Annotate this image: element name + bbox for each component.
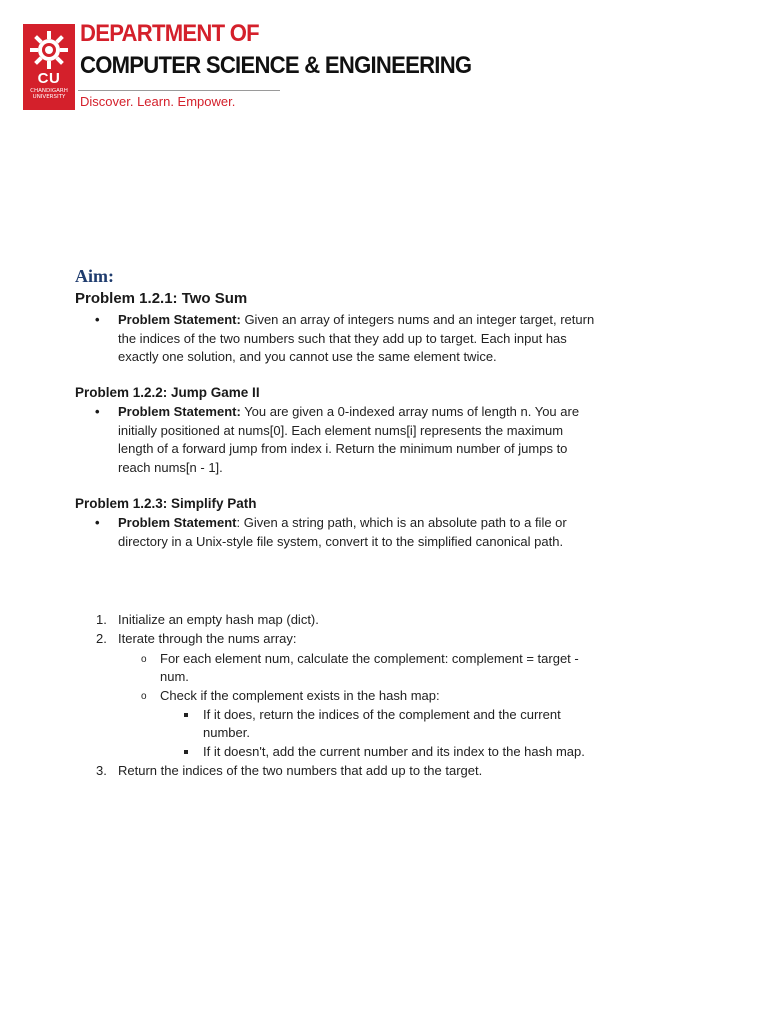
header-divider (78, 90, 280, 91)
step-1-text: Initialize an empty hash map (dict). (118, 612, 319, 627)
step-2b1-text: If it does, return the indices of the complement and the current (203, 707, 561, 722)
statement-label: Problem Statement (118, 515, 237, 530)
bullet-icon: • (95, 404, 100, 419)
problem-2-title: Problem 1.2.2: Jump Game II (75, 385, 260, 400)
department-title-line2: COMPUTER SCIENCE & ENGINEERING (80, 52, 472, 79)
square-bullet-icon (184, 750, 188, 754)
step-number: 2. (96, 631, 107, 646)
logo-university-text: CHANDIGARH UNIVERSITY (30, 88, 68, 100)
statement-label: Problem Statement: (118, 404, 241, 419)
problem-3-statement: Problem Statement: Given a string path, which is an absolute path to a file or directory in a Unix-style file system, convert it to the simplified canonical path. (118, 515, 567, 549)
bullet-icon: • (95, 312, 100, 327)
step-3-text: Return the indices of the two numbers that add up to the target. (118, 763, 483, 778)
problem-1-title: Problem 1.2.1: Two Sum (75, 290, 248, 307)
step-number: 3. (96, 763, 107, 778)
statement-label: Problem Statement: (118, 312, 241, 327)
step-2b2-text: If it doesn't, add the current number and its index to the hash map. (203, 744, 585, 759)
problem-1-statement: Problem Statement: Given an array of integers nums and an integer target, return the indices of the two numbers such that they add up to target. Each input has exactly one solution, and you cannot use the same element twice. (118, 312, 595, 364)
step-2b1-continued: number. (203, 725, 250, 740)
step-number: 1. (96, 612, 107, 627)
step-2-text: Iterate through the nums array: (118, 631, 297, 646)
square-bullet-icon (184, 713, 188, 717)
bullet-icon: • (95, 515, 100, 530)
problem-3-title: Problem 1.2.3: Simplify Path (75, 496, 257, 511)
university-logo (23, 24, 75, 110)
circle-bullet-icon: o (141, 654, 147, 665)
gear-emblem-icon (27, 28, 71, 72)
step-2b-text: Check if the complement exists in the hash map: (160, 688, 440, 703)
logo-cu-text: CU (37, 70, 61, 87)
step-2a-text: For each element num, calculate the complement: complement = target - (160, 651, 579, 666)
aim-heading: Aim: (75, 266, 114, 286)
department-title-line1: DEPARTMENT OF (80, 20, 259, 47)
problem-2-statement: Problem Statement: You are given a 0-indexed array nums of length n. You are initially positioned at nums[0]. Each element nums[i] represents the maximum length of a forward jump from index i. Return the minimum number of jumps to reach nums[n - 1]. (118, 404, 580, 475)
step-2a-continued: num. (160, 669, 189, 684)
tagline: Discover. Learn. Empower. (80, 94, 236, 109)
circle-bullet-icon: o (141, 691, 147, 702)
